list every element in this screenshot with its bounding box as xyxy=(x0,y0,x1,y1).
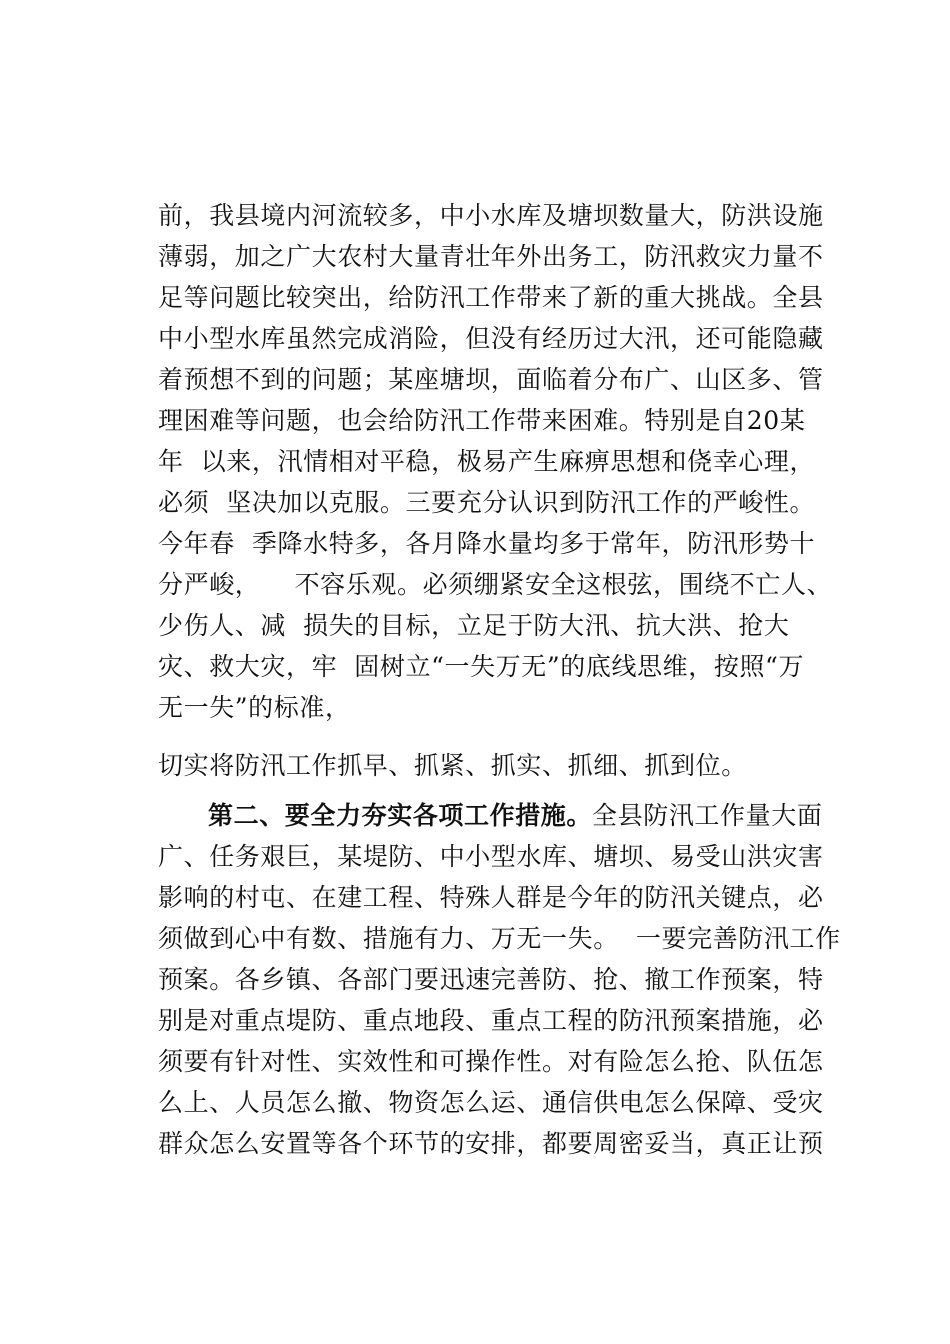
text-line: 前，我县境内河流较多，中小水库及塘坝数量大，防洪设施 xyxy=(158,201,824,230)
text-line: 别是对重点堤防、重点地段、重点工程的防汛预案措施，必 xyxy=(158,1006,824,1035)
section-first-line xyxy=(208,799,822,833)
text-line: 广、任务艰巨，某堤防、中小型水库、塘坝、易受山洪灾害 xyxy=(158,842,824,871)
text-line: 预案。各乡镇、各部门要迅速完善防、抢、撤工作预案，特 xyxy=(158,965,824,994)
text-line: 分严峻， 不容乐观。必须绷紧安全这根弦，围绕不亡人、 xyxy=(158,570,833,599)
text-line: 薄弱，加之广大农村大量青壮年外出务工，防汛救灾力量不 xyxy=(158,242,824,271)
text-line: 必须 坚决加以克服。三要充分认识到防汛工作的严峻性。 xyxy=(158,488,816,517)
text-line: 今年春 季降水特多，各月降水量均多于常年，防汛形势十 xyxy=(158,529,816,558)
text-line: 切实将防汛工作抓早、抓紧、抓实、抓细、抓到位。 xyxy=(158,751,747,780)
text-line: 理困难等问题，也会给防汛工作带来困难。特别是自20某 xyxy=(158,406,806,435)
text-line: 年 以来，汛情相对平稳，极易产生麻痹思想和侥幸心理， xyxy=(158,447,816,476)
text-line: 少伤人、减 损失的目标，立足于防大汛、抗大洪、抢大 xyxy=(158,611,790,640)
text-line: 么上、人员怎么撤、物资怎么运、通信供电怎么保障、受灾 xyxy=(158,1088,824,1117)
text-line: 无一失”的标准， xyxy=(158,693,351,722)
text-line: 须要有针对性、实效性和可操作性。对有险怎么抢、队伍怎 xyxy=(158,1047,824,1076)
text-line: 中小型水库虽然完成消险，但没有经历过大汛，还可能隐藏 xyxy=(158,324,824,353)
section-heading-continuation: 全县防汛工作量大面 xyxy=(592,801,823,830)
text-line: 灾、救大灾，牢 固树立“一失万无”的底线思维，按照“万 xyxy=(158,652,805,681)
text-line: 影响的村屯、在建工程、特殊人群是今年的防汛关键点，必 xyxy=(158,883,824,912)
text-line: 须做到心中有数、措施有力、万无一失。 一要完善防汛工作 xyxy=(158,924,841,953)
text-line: 群众怎么安置等各个环节的安排，都要周密妥当，真正让预 xyxy=(158,1129,824,1158)
section-heading: 第二、要全力夯实各项工作措施。 xyxy=(208,801,593,830)
text-line: 足等问题比较突出，给防汛工作带来了新的重大挑战。全县 xyxy=(158,283,824,312)
text-line: 着预想不到的问题；某座塘坝，面临着分布广、山区多、管 xyxy=(158,365,824,394)
